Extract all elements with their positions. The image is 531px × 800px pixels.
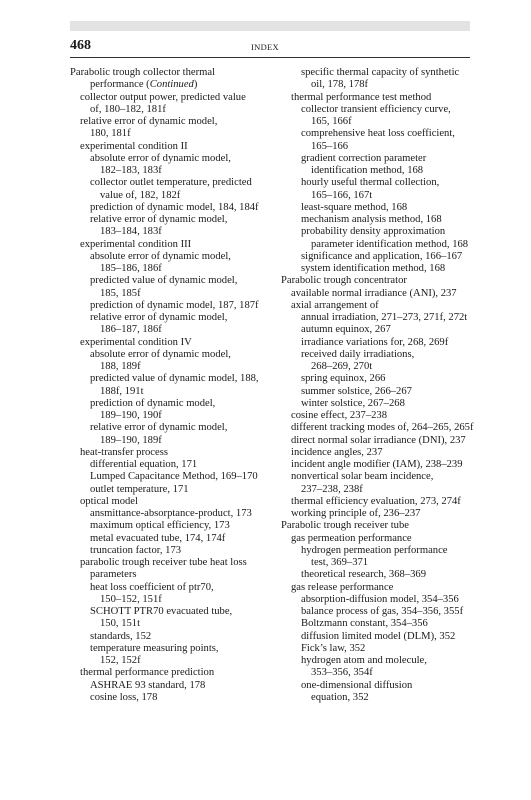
index-entry-text: hydrogen atom and molecule, xyxy=(301,655,427,666)
index-entry-text: absolute error of dynamic model, xyxy=(90,348,231,360)
index-entry xyxy=(281,373,473,385)
index-entry xyxy=(281,422,473,434)
index-entry xyxy=(281,606,473,618)
index-column-left xyxy=(70,67,268,704)
index-entry xyxy=(281,533,473,545)
index-entry-continuation xyxy=(70,165,268,177)
index-entry-text: prediction of dynamic model, 187, 187f xyxy=(90,299,259,311)
index-entry-text: direct normal solar irradiance (DNI), 237 xyxy=(291,434,466,446)
index-entry-text: experimental condition III xyxy=(80,238,192,250)
index-entry-term xyxy=(70,447,268,459)
index-entry xyxy=(281,275,473,287)
index-entry xyxy=(281,655,473,680)
index-entry xyxy=(70,275,268,300)
index-entry xyxy=(70,533,268,545)
index-entry-text: optical model xyxy=(80,495,138,507)
index-entry xyxy=(281,202,473,214)
index-entry xyxy=(281,104,473,129)
index-entry xyxy=(70,680,268,692)
index-entry-term xyxy=(70,533,268,545)
index-entry-text: collector transient efficiency curve, xyxy=(301,103,451,115)
index-entry-term xyxy=(70,116,268,128)
index-entry-text: Boltzmann constant, 354–356 xyxy=(301,618,428,630)
index-entry-text: value of, 182, 182f xyxy=(100,189,181,201)
index-entry xyxy=(281,300,473,312)
index-entry xyxy=(281,410,473,422)
index-entry-text: 185, 185f xyxy=(100,287,141,299)
index-entry-text: spring equinox, 266 xyxy=(301,373,386,385)
index-entry-text: available normal irradiance (ANI), 237 xyxy=(291,287,457,299)
index-entry-term xyxy=(70,398,268,410)
index-entry xyxy=(70,545,268,557)
index-entry-term xyxy=(281,177,473,189)
index-entry-continuation xyxy=(281,692,473,704)
index-entry-continuation xyxy=(281,141,473,153)
index-entry-text: 150, 151t xyxy=(100,618,141,630)
index-entry xyxy=(281,337,473,349)
index-entry-term xyxy=(70,545,268,557)
index-entry-text: relative error of dynamic model, xyxy=(90,214,228,225)
index-entry-text: 185–186, 186f xyxy=(100,263,162,274)
index-entry-term xyxy=(281,153,473,165)
index-entry-text: 182–183, 183f xyxy=(100,165,162,176)
index-entry-term xyxy=(281,655,473,667)
index-entry-term xyxy=(70,214,268,226)
index-entry-text: 189–190, 189f xyxy=(100,434,162,446)
index-entry-text: identification method, 168 xyxy=(311,165,424,176)
index-entry xyxy=(281,214,473,226)
index-entry xyxy=(70,214,268,239)
index-entry-text: 150–152, 151f xyxy=(100,593,162,605)
index-entry-term xyxy=(281,410,473,422)
index-entry-term xyxy=(70,582,268,594)
index-entry-text: hydrogen permeation performance xyxy=(301,544,448,556)
index-entry xyxy=(281,398,473,410)
index-entry xyxy=(70,116,268,141)
index-entry-term xyxy=(281,606,473,618)
index-entry-text: collector outlet temperature, predicted xyxy=(90,177,252,189)
index-entry-term xyxy=(70,300,268,312)
index-entry-text: significance and application, 166–167 xyxy=(301,250,463,262)
index-entry-text: 353–356, 354f xyxy=(311,667,373,679)
index-entry-text: 152, 152f xyxy=(100,655,141,666)
index-entry xyxy=(70,631,268,643)
index-entry-term xyxy=(70,79,268,91)
index-entry-continuation xyxy=(281,361,473,373)
index-entry xyxy=(70,141,268,153)
index-entry-term xyxy=(70,557,268,569)
index-entry xyxy=(70,92,268,117)
index-entry xyxy=(70,239,268,251)
index-entry-term xyxy=(70,92,268,104)
index-entry-text: 186–187, 186f xyxy=(100,324,162,336)
index-entry-term xyxy=(281,202,473,214)
index-entry-text: annual irradiation, 271–273, 271f, 272t xyxy=(301,312,468,323)
index-entry-term xyxy=(70,692,268,704)
index-entry-text: Fick’s law, 352 xyxy=(301,642,366,654)
index-entry-term xyxy=(281,496,473,508)
index-entry xyxy=(281,177,473,202)
index-entry-text: collector output power, predicted value xyxy=(80,91,246,103)
index-entry xyxy=(70,373,268,398)
index-entry-term xyxy=(70,471,268,483)
index-entry-text: ansmittance-absorptance-product, 173 xyxy=(90,508,252,519)
index-entry-text: Parabolic trough receiver tube xyxy=(281,520,409,532)
index-entry xyxy=(281,288,473,300)
index-entry xyxy=(281,226,473,251)
index-entry-text: equation, 352 xyxy=(311,691,369,703)
index-entry-text: heat loss coefficient of ptr70, xyxy=(90,581,214,593)
index-entry xyxy=(281,263,473,275)
index-entry-text: absolute error of dynamic model, xyxy=(90,152,231,164)
index-entry-text: cosine effect, 237–238 xyxy=(291,410,388,421)
index-entry-text: relative error of dynamic model, xyxy=(80,116,218,127)
header-bar xyxy=(70,21,470,31)
index-entry-text: absorption-diffusion model, 354–356 xyxy=(301,593,459,605)
index-entry-text: nonvertical solar beam incidence, xyxy=(291,471,434,483)
index-entry-term xyxy=(281,128,473,140)
index-entry-term xyxy=(281,104,473,116)
index-entry-text: Parabolic trough collector thermal xyxy=(70,67,216,78)
index-entry-text: one-dimensional diffusion xyxy=(301,679,413,691)
index-entry-continuation xyxy=(70,324,268,336)
index-entry-term xyxy=(70,631,268,643)
index-entry xyxy=(281,67,473,92)
index-entry-continuation xyxy=(70,190,268,202)
running-head: INDEX xyxy=(251,42,279,52)
index-entry-text: performance ( xyxy=(90,79,150,91)
index-entry xyxy=(70,692,268,704)
index-entry-continuation xyxy=(70,226,268,238)
index-entry xyxy=(70,582,268,607)
index-entry-term xyxy=(70,312,268,324)
index-entry xyxy=(70,471,268,483)
index-entry-text: mechanism analysis method, 168 xyxy=(301,214,442,225)
index-entry xyxy=(281,680,473,705)
index-entry-text: 165–166, 167t xyxy=(311,189,373,201)
index-entry-continuation xyxy=(70,435,268,447)
index-entry xyxy=(281,545,473,570)
index-entry xyxy=(70,67,268,79)
index-entry-text: relative error of dynamic model, xyxy=(90,422,228,434)
index-entry-term xyxy=(70,643,268,655)
index-entry-text: diffusion limited model (DLM), 352 xyxy=(301,630,456,642)
index-entry-text: 180, 181f xyxy=(90,128,131,140)
index-entry-text: winter solstice, 267–268 xyxy=(301,397,405,409)
index-entry xyxy=(70,153,268,178)
index-entry-term xyxy=(70,239,268,251)
index-entry xyxy=(281,324,473,336)
index-entry-term xyxy=(281,373,473,385)
index-entry-text: ASHRAE 93 standard, 178 xyxy=(90,679,206,691)
index-entry-text: cosine loss, 178 xyxy=(90,691,158,703)
page-number: 468 xyxy=(70,38,91,53)
index-entry xyxy=(281,582,473,594)
index-entry-term xyxy=(281,631,473,643)
index-entry xyxy=(281,471,473,496)
index-entry-text: prediction of dynamic model, 184, 184f xyxy=(90,201,259,213)
index-entry-text: summer solstice, 266–267 xyxy=(301,385,412,397)
index-entry-text: temperature measuring points, xyxy=(90,642,219,654)
index-entry-term xyxy=(70,153,268,165)
index-entry-term xyxy=(70,67,268,79)
index-entry-term xyxy=(281,471,473,483)
index-entry xyxy=(70,337,268,349)
index-entry-term xyxy=(281,251,473,263)
index-entry-term xyxy=(281,92,473,104)
index-entry xyxy=(70,484,268,496)
index-entry-text: 188, 189f xyxy=(100,361,141,372)
index-entry xyxy=(281,92,473,104)
index-entry-text: gradient correction parameter xyxy=(301,152,427,164)
index-entry xyxy=(70,520,268,532)
index-entry xyxy=(281,569,473,581)
index-entry-term xyxy=(281,337,473,349)
index-entry-text: oil, 178, 178f xyxy=(311,79,369,91)
index-entry xyxy=(70,496,268,508)
index-entry-term xyxy=(70,177,268,189)
index-entry-term xyxy=(281,214,473,226)
index-entry-continuation xyxy=(281,79,473,91)
index-entry xyxy=(281,251,473,263)
index-entry-text: received daily irradiations, xyxy=(301,348,415,360)
index-entry-text: Parabolic trough concentrator xyxy=(281,275,407,287)
index-entry xyxy=(70,398,268,423)
index-entry-continuation xyxy=(70,618,268,630)
index-entry-text: thermal performance prediction xyxy=(80,667,215,679)
index-entry-continuation xyxy=(281,239,473,251)
index-entry-text: 268–269, 270t xyxy=(311,361,373,372)
index-entry-text: least-square method, 168 xyxy=(301,201,408,213)
index-entry-term xyxy=(281,618,473,630)
index-entry-text: metal evacuated tube, 174, 174f xyxy=(90,532,226,544)
index-entry-text: parabolic trough receiver tube heat loss xyxy=(80,557,247,568)
index-entry xyxy=(70,643,268,668)
index-entry-text: relative error of dynamic model, xyxy=(90,312,228,323)
index-column-right xyxy=(281,67,473,704)
index-entry xyxy=(281,618,473,630)
index-entry-text: 183–184, 183f xyxy=(100,226,162,238)
index-entry-term xyxy=(70,373,268,385)
index-entry xyxy=(70,79,268,91)
index-entry-term xyxy=(70,667,268,679)
index-entry-term xyxy=(281,520,473,532)
index-entry-term xyxy=(281,545,473,557)
index-entry-continuation xyxy=(70,386,268,398)
index-entry xyxy=(70,459,268,471)
index-entry-term xyxy=(281,312,473,324)
index-entry-continuation xyxy=(70,410,268,422)
index-entry-text: comprehensive heat loss coefficient, xyxy=(301,128,455,140)
index-entry-continuation xyxy=(281,190,473,202)
index-entry-text: predicted value of dynamic model, xyxy=(90,275,238,287)
index-entry xyxy=(70,667,268,679)
index-entry xyxy=(70,300,268,312)
index-entry-term xyxy=(281,263,473,275)
index-entry-term xyxy=(281,67,473,79)
index-entry-text: incident angle modifier (IAM), 238–239 xyxy=(291,459,463,470)
index-entry-text: specific thermal capacity of synthetic xyxy=(301,67,460,78)
index-entry-text: Lumped Capacitance Method, 169–170 xyxy=(90,471,258,483)
index-entry xyxy=(70,312,268,337)
index-entry-continuation xyxy=(281,667,473,679)
index-entry-term xyxy=(70,484,268,496)
index-entry xyxy=(281,349,473,374)
index-entry-continuation xyxy=(70,288,268,300)
index-entry-term xyxy=(70,349,268,361)
index-entry-text: axial arrangement of xyxy=(291,299,379,311)
index-entry-text: heat-transfer process xyxy=(80,446,168,458)
index-entry-text: 188f, 191t xyxy=(100,385,144,397)
index-entry-term xyxy=(70,459,268,471)
index-entry-term xyxy=(281,300,473,312)
index-entry-italic: Continued xyxy=(149,79,194,91)
index-entry-term xyxy=(281,275,473,287)
index-entry xyxy=(281,520,473,532)
index-entry-term xyxy=(70,422,268,434)
index-entry xyxy=(281,631,473,643)
index-entry-term xyxy=(281,459,473,471)
index-entry-text: predicted value of dynamic model, 188, xyxy=(90,373,259,385)
index-entry-text: truncation factor, 173 xyxy=(90,544,182,556)
index-entry-term xyxy=(281,680,473,692)
index-entry xyxy=(281,153,473,178)
index-entry-continuation xyxy=(281,116,473,128)
index-entry-continuation xyxy=(70,655,268,667)
index-entry-term xyxy=(281,398,473,410)
index-entry xyxy=(70,251,268,276)
index-entry xyxy=(70,422,268,447)
index-entry xyxy=(70,447,268,459)
index-entry-text: prediction of dynamic model, xyxy=(90,397,216,409)
index-entry-term xyxy=(70,520,268,532)
index-entry-term xyxy=(70,251,268,263)
index-entry-text: theoretical research, 368–369 xyxy=(301,569,427,581)
index-entry xyxy=(281,594,473,606)
index-entry-term xyxy=(281,569,473,581)
index-entry xyxy=(70,202,268,214)
index-entry xyxy=(281,435,473,447)
index-entry-continuation xyxy=(70,128,268,140)
index-entry xyxy=(70,557,268,582)
index-entry-term xyxy=(281,226,473,238)
index-entry-text: 189–190, 190f xyxy=(100,410,162,421)
index-entry-text: balance process of gas, 354–356, 355f xyxy=(301,606,464,617)
index-entry-text: standards, 152 xyxy=(90,630,152,642)
index-entry-text: test, 369–371 xyxy=(311,557,369,568)
index-entry-term xyxy=(70,275,268,287)
index-entry-term xyxy=(70,496,268,508)
index-entry-continuation xyxy=(70,361,268,373)
index-entry-continuation xyxy=(281,557,473,569)
index-entry-text: 165, 166f xyxy=(311,116,352,127)
index-entry-text: 165–166 xyxy=(311,140,349,152)
index-entry-text: experimental condition II xyxy=(80,140,188,152)
index-entry-term xyxy=(70,680,268,692)
index-entry-text: gas release performance xyxy=(291,581,394,593)
index-entry-continuation xyxy=(70,104,268,116)
index-entry xyxy=(281,508,473,520)
index-entry-text: differential equation, 171 xyxy=(90,459,198,470)
index-entry-term xyxy=(281,594,473,606)
index-entry xyxy=(281,496,473,508)
index-entry-term xyxy=(70,202,268,214)
index-entry-text: of, 180–182, 181f xyxy=(90,103,166,115)
index-entry-term xyxy=(281,386,473,398)
index-entry xyxy=(281,128,473,153)
index-entry-text: irradiance variations for, 268, 269f xyxy=(301,336,449,348)
index-entry xyxy=(281,312,473,324)
index-entry-term xyxy=(281,324,473,336)
index-entry-continuation xyxy=(281,165,473,177)
index-entry-term xyxy=(281,447,473,459)
index-entry xyxy=(281,643,473,655)
index-entry-continuation xyxy=(70,569,268,581)
index-entry-text: different tracking modes of, 264–265, 265f xyxy=(291,422,474,434)
index-entry xyxy=(281,447,473,459)
index-entry-text: working principle of, 236–237 xyxy=(291,508,421,519)
index-entry xyxy=(281,386,473,398)
index-entry-text: experimental condition IV xyxy=(80,336,192,348)
index-entry-term xyxy=(70,141,268,153)
header-rule xyxy=(70,57,470,58)
index-entry-term xyxy=(70,606,268,618)
index-entry-term xyxy=(281,435,473,447)
index-entry xyxy=(281,459,473,471)
index-entry-term xyxy=(281,582,473,594)
index-entry-term xyxy=(281,643,473,655)
index-entry xyxy=(70,508,268,520)
index-entry-term xyxy=(281,288,473,300)
index-entry-text: outlet temperature, 171 xyxy=(90,483,189,495)
index-entry-text: autumn equinox, 267 xyxy=(301,324,391,336)
index-entry-text: 237–238, 238f xyxy=(301,483,363,495)
index-entry-continuation xyxy=(70,263,268,275)
index-entry-text: thermal performance test method xyxy=(291,91,432,103)
index-entry-term xyxy=(281,533,473,545)
index-entry-term xyxy=(70,508,268,520)
index-entry-text: maximum optical efficiency, 173 xyxy=(90,520,230,532)
index-entry-text: SCHOTT PTR70 evacuated tube, xyxy=(90,606,233,617)
index-entry-text: gas permeation performance xyxy=(291,532,412,544)
index-entry-term xyxy=(70,337,268,349)
index-entry-suffix: ) xyxy=(193,79,198,91)
index-entry-text: system identification method, 168 xyxy=(301,263,446,274)
index-entry xyxy=(70,177,268,202)
index-entry xyxy=(70,349,268,374)
index-entry-text: incidence angles, 237 xyxy=(291,446,383,458)
index-entry xyxy=(70,606,268,631)
index-entry-term xyxy=(281,508,473,520)
index-entry-term xyxy=(281,349,473,361)
index-entry-text: parameters xyxy=(90,569,137,581)
index-entry-continuation xyxy=(281,484,473,496)
index-entry-text: thermal efficiency evaluation, 273, 274f xyxy=(291,495,461,507)
index-entry-text: absolute error of dynamic model, xyxy=(90,250,231,262)
index-entry-continuation xyxy=(70,594,268,606)
index-entry-text: parameter identification method, 168 xyxy=(311,238,469,250)
index-entry-text: probability density approximation xyxy=(301,226,446,238)
index-entry-term xyxy=(281,422,473,434)
index-entry-text: hourly useful thermal collection, xyxy=(301,177,440,189)
